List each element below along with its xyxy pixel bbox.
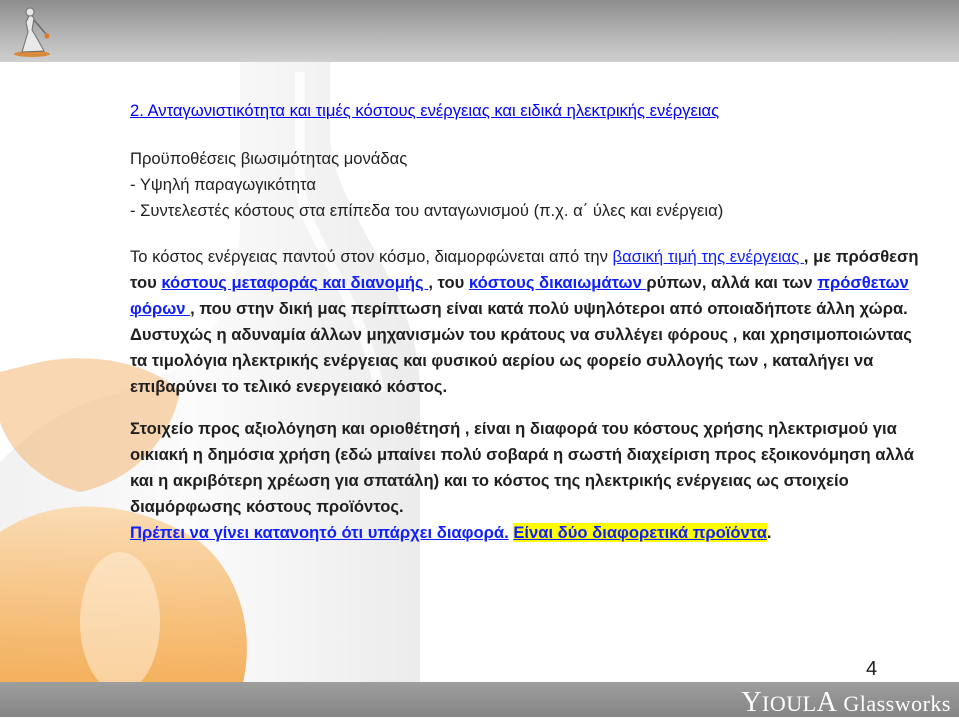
evaluation-paragraph: Στοιχείο προς αξιολόγηση και οριοθέτησή , είναι η διαφορά του κόστους χρήσης ηλεκτρισμού για οικιακή η δημόσια χρήση (εδώ μπαίνει πολύ σοβαρά η σωστή διαχείριση προς εξοικονόμηση αλλά και η ακριβότερη χρέωση για σπατάλη) και το κόστος της ηλεκτρικής ενέργειας ως στοιχείο διαμόρφωσης κόστους προϊόντος. Πρέπει να γίνει κατανοητό ότι υπάρχει διαφορά. Είναι δύο διαφορετικά προϊόντα. xyxy=(130,419,914,542)
slide-heading: 2. Ανταγωνιστικότητα και τιμές κόστους ενέργειας και ειδικά ηλεκτρικής ενέργειας xyxy=(130,101,720,120)
additional-taxes-link[interactable]: πρόσθετων φόρων xyxy=(130,273,909,318)
energy-cost-text-1: Το κόστος ενέργειας παντού στον κόσμο, διαμορφώνεται από την xyxy=(130,247,613,266)
page-number: 4 xyxy=(866,658,878,680)
emission-rights-cost-link[interactable]: κόστους δικαιωμάτων xyxy=(468,273,647,292)
energy-cost-text-3: , του xyxy=(428,273,469,292)
base-energy-price-link[interactable]: βασική τιμή της ενέργειας xyxy=(612,247,804,266)
evaluation-text: Στοιχείο προς αξιολόγηση και οριοθέτησή , είναι η διαφορά του κόστους χρήσης ηλεκτρισμού για οικιακή η δημόσια χρήση (εδώ μπαίνει πολύ σοβαρά η σωστή διαχείριση προς εξοικονόμηση αλλά και η ακριβότερη χρέωση για σπατάλη) και το κόστος της ηλεκτρικής ενέργειας ως στοιχείο διαμόρφωσης κόστους προϊόντος. xyxy=(130,419,914,516)
energy-cost-text-4: ρύπων, αλλά και των xyxy=(646,273,818,292)
footer-banner xyxy=(0,682,959,717)
prerequisites-title: Προϋποθέσεις βιωσιμότητας μονάδας xyxy=(130,149,408,168)
transport-distribution-cost-link[interactable]: κόστους μεταφοράς και διανομής xyxy=(161,273,429,292)
top-banner xyxy=(0,0,959,62)
energy-cost-text-2: , με πρόσθεση του xyxy=(130,247,919,292)
bullet-productivity: - Υψηλή παραγωγικότητα xyxy=(130,175,316,194)
glassblower-logo-icon xyxy=(10,4,54,58)
difference-statement: Πρέπει να γίνει κατανοητό ότι υπάρχει διαφορά. xyxy=(130,523,509,542)
energy-cost-text-6: Δυστυχώς η αδυναμία άλλων μηχανισμών του κράτους να συλλέγει φόρους , και χρησιμοποιώντας τα τιμολόγια ηλεκτρικής ενέργειας και φυσικού αερίου ως φορείο συλλογής των , καταλήγει να επιβαρύνει το τελικό ενεργειακό κόστος. xyxy=(130,325,912,396)
brand-logo: YIOULA Glassworks xyxy=(741,687,951,718)
bullet-cost-factors: - Συντελεστές κόστους στα επίπεδα του ανταγωνισμού (π.χ. α΄ ύλες και ενέργεια) xyxy=(130,201,724,220)
two-products-highlight: Είναι δύο διαφορετικά προϊόντα xyxy=(513,523,767,542)
slide-content xyxy=(130,98,930,546)
energy-cost-text-5: , που στην δική μας περίπτωση είναι κατά πολύ υψηλότεροι από οποιαδήποτε άλλη χώρα. xyxy=(190,299,908,318)
energy-cost-paragraph xyxy=(130,244,930,400)
